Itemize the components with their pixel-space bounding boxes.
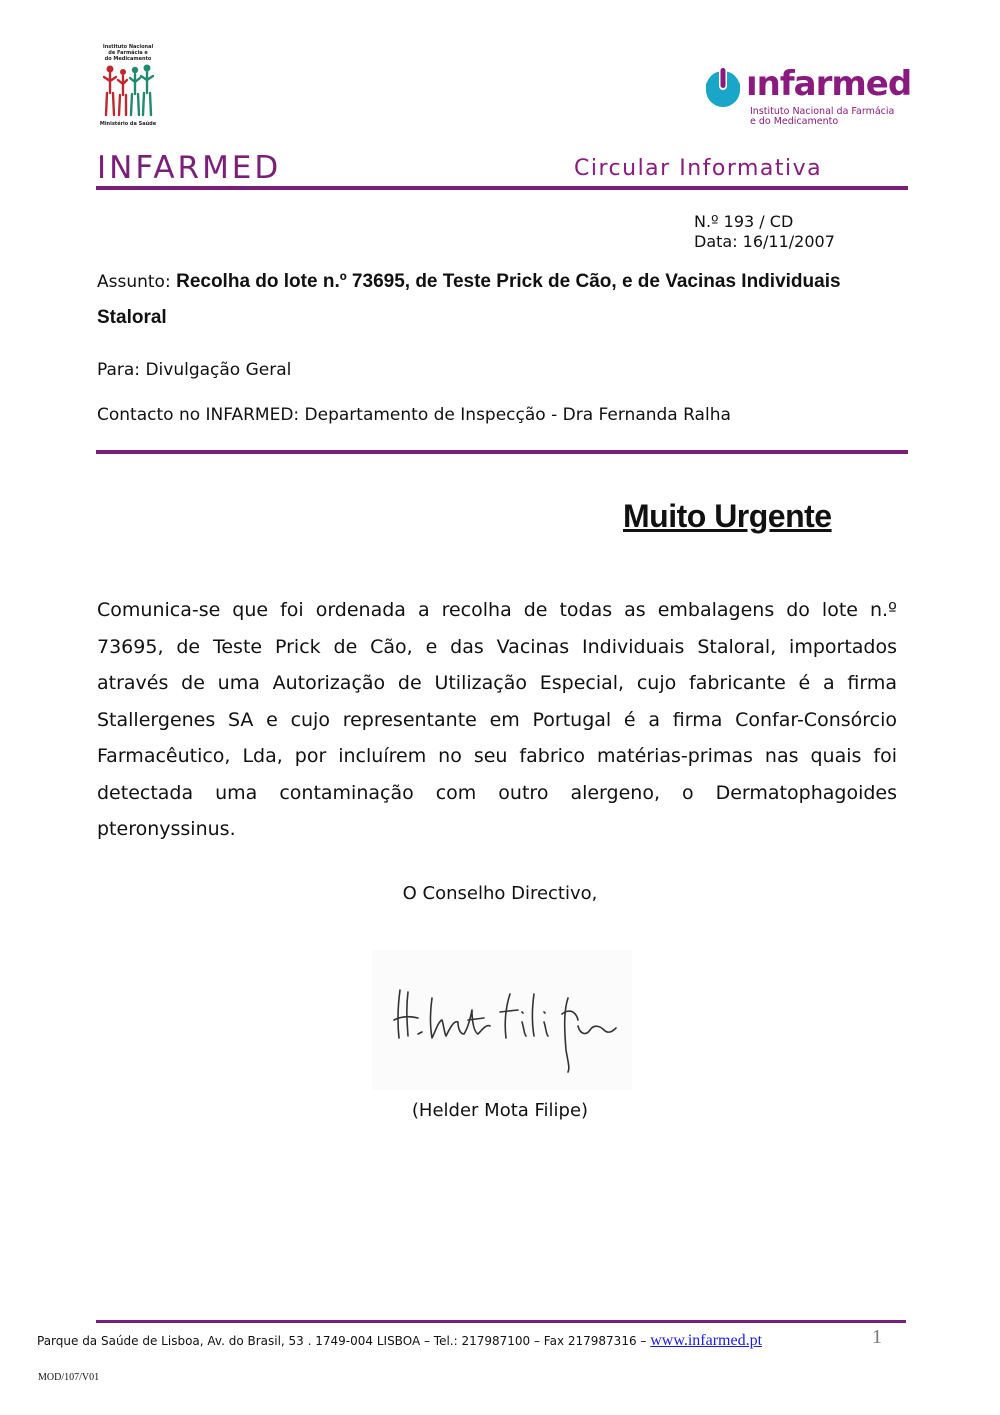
subject [97,264,902,336]
infarmed-logo-subtitle-line-1: Instituto Nacional da Farmácia [750,106,895,117]
form-code: MOD/107/V01 [38,1372,100,1383]
subject-text: Recolha do lote n.º 73695, de Teste Prick de Cão, e de Vacinas Individuais Staloral [97,271,841,328]
document-type: Circular Informativa [574,156,823,181]
header-divider [96,186,908,190]
infarmed-logo [700,64,912,130]
footer-divider [96,1320,906,1323]
ministry-logo-line-1: Instituto Nacional [102,44,154,50]
handwritten-signature [372,950,632,1090]
section-divider [96,450,908,454]
document-date: Data: 16/11/2007 [694,232,835,251]
signer-name: (Helder Mota Filipe) [411,1100,589,1121]
document-meta [694,212,835,252]
body-paragraph: Comunica-se que foi ordenada a recolha de todas as embalagens do lote n.º 73695, de Teste Prick de Cão, e das Vacinas Individuais Staloral, importados através de uma Autorização de Utilização Especial, cujo fabricante é a firma Stallergenes SA e cujo representante em Portugal é a firma Confar-Consórcio Farmacêutico, Lda, por incluírem no seu fabrico matérias-primas nas quais foi detectada uma contaminação com outro alergeno, o Dermatophagoides pteronyssinus. [97,599,897,840]
ministry-logo [92,44,164,136]
infarmed-logo-wordmark: ınfarmed [746,64,912,104]
subject-label: Assunto: [97,272,171,292]
recipients: Para: Divulgação Geral [97,360,292,380]
infarmed-logo-icon [702,66,744,112]
brand-title: INFARMED [97,150,282,186]
ministry-logo-line-3: do Medicamento [104,56,152,62]
website-link[interactable]: www.infarmed.pt [650,1332,763,1349]
document-number: N.º 193 / CD [694,212,794,231]
infarmed-logo-subtitle [750,107,894,127]
contact: Contacto no INFARMED: Departamento de Inspecção - Dra Fernanda Ralha [97,405,731,425]
footer-address [37,1332,762,1350]
urgency-heading: Muito Urgente [623,498,832,534]
footer-address-text: Parque da Saúde de Lisboa, Av. do Brasil, 53 . 1749-004 LISBOA – Tel.: 217987100 – Fax 217987316 – [37,1334,651,1348]
ministry-figures-icon [101,63,155,121]
infarmed-logo-subtitle-line-2: e do Medicamento [750,116,839,127]
ministry-logo-footer: Ministério da Saúde [99,121,157,127]
signoff-label: O Conselho Directivo, [402,883,598,904]
ministry-logo-line-2: de Farmácia e [108,50,148,56]
signature-image [372,950,632,1090]
page-number: 1 [872,1326,882,1348]
